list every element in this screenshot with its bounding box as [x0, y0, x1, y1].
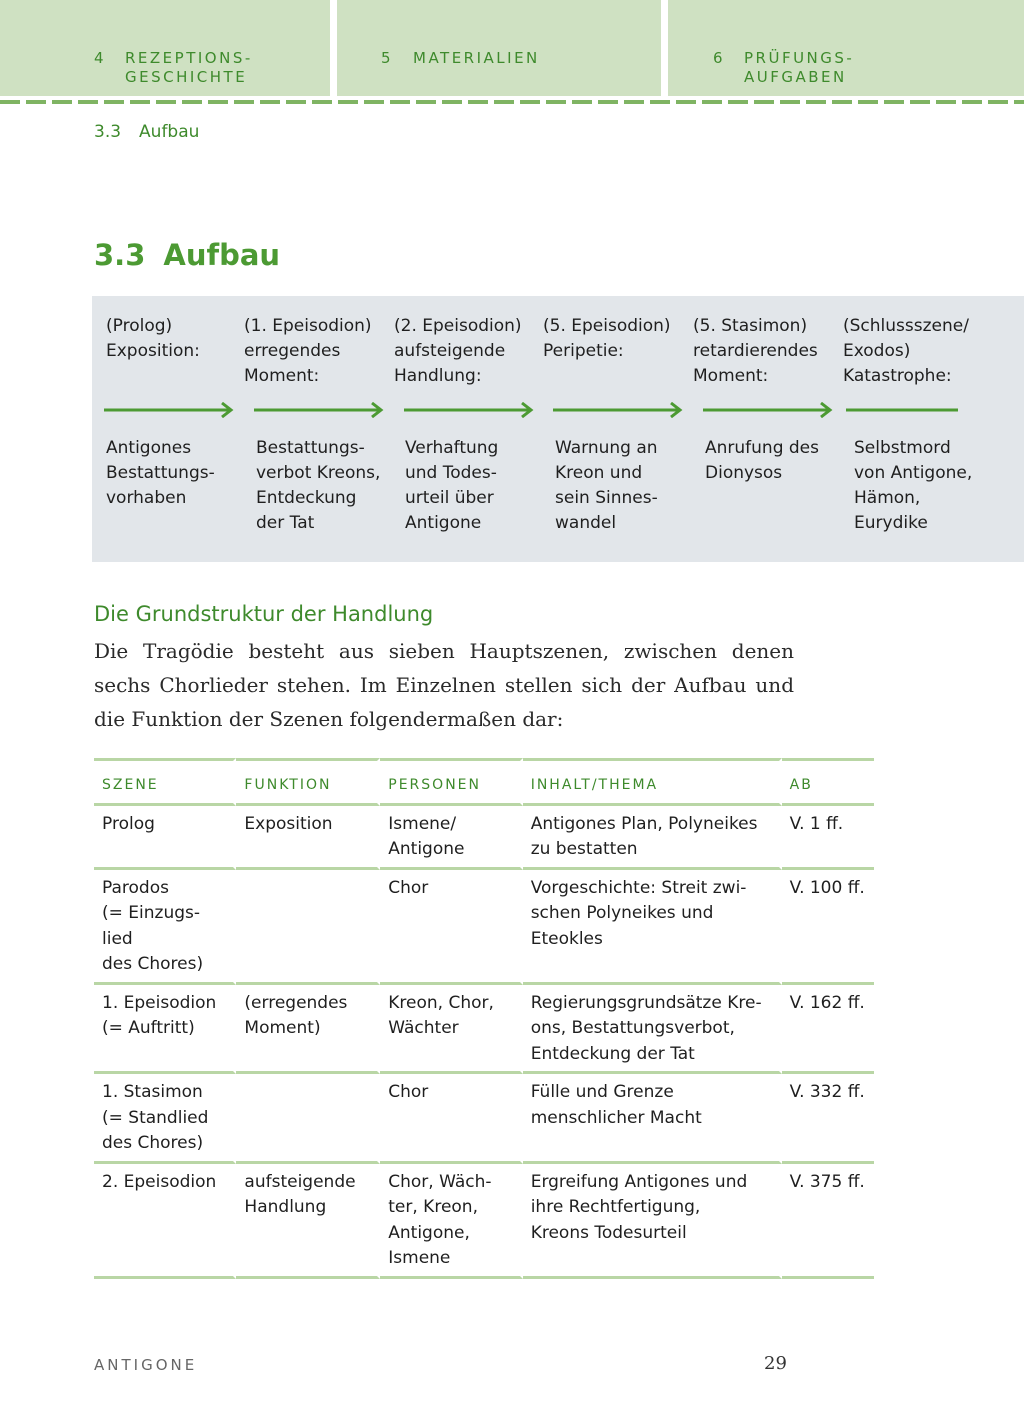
column-header-personen: PERSONEN	[380, 758, 522, 806]
column-header-ab: AB	[782, 758, 874, 806]
cell-szene: 2. Epeisodion	[94, 1164, 236, 1279]
cell-inhalt: Antigones Plan, Polyneikes zu bestatten	[523, 806, 782, 870]
cell-szene: 1. Epeisodion (= Auftritt)	[94, 985, 236, 1075]
cell-personen: Chor, Wäch- ter, Kreon, Antigone, Ismene	[380, 1164, 522, 1279]
page-number: 29	[764, 1353, 787, 1374]
column-header-funktion: FUNKTION	[236, 758, 380, 806]
stage-heading: (Prolog) Exposition:	[106, 316, 200, 361]
cell-personen: Ismene/ Antigone	[380, 806, 522, 870]
table-row	[94, 1164, 874, 1279]
cell-inhalt: Regierungsgrundsätze Kre- ons, Bestattungsverbot, Entdeckung der Tat	[523, 985, 782, 1075]
cell-funktion: aufsteigende Handlung	[236, 1164, 380, 1279]
cell-ab: V. 162 ff.	[782, 985, 874, 1075]
cell-personen: Chor	[380, 870, 522, 985]
scene-structure-table	[94, 758, 874, 1279]
table-row	[94, 985, 874, 1075]
stage-heading: (Schlussszene/ Exodos) Katastrophe:	[843, 316, 969, 386]
cell-szene: Parodos (= Einzugs- lied des Chores)	[94, 870, 236, 985]
section-title	[94, 238, 280, 272]
tab-label: MATERIALIEN	[413, 49, 540, 67]
cell-personen: Chor	[380, 1074, 522, 1164]
intro-paragraph: Die Tragödie besteht aus sieben Hauptszenen, zwischen denen sechs Chorlieder stehen. Im Einzelnen stellen sich der Aufbau und die Funktion der Szenen folgendermaßen dar:	[94, 639, 794, 731]
stage-heading: (5. Epeisodion) Peripetie:	[543, 316, 671, 361]
cell-personen: Kreon, Chor, Wächter	[380, 985, 522, 1075]
arrow-right-icon	[104, 402, 236, 418]
tab-pruefungsaufgaben[interactable]	[668, 0, 1024, 96]
stage-description: Anrufung des Dionysos	[705, 438, 820, 483]
cell-inhalt: Fülle und Grenze menschlicher Macht	[523, 1074, 782, 1164]
cell-ab: V. 1 ff.	[782, 806, 874, 870]
plot-structure-diagram	[92, 296, 1024, 562]
stage-heading: (5. Stasimon) retardierendes Moment:	[693, 316, 818, 386]
cell-ab: V. 100 ff.	[782, 870, 874, 985]
stage-description: Verhaftung und Todes- urteil über Antigone	[405, 438, 499, 533]
breadcrumb	[94, 122, 199, 142]
tab-label: REZEPTIONS- GESCHICHTE	[125, 49, 253, 86]
dashed-divider	[0, 100, 1024, 104]
cell-funktion	[236, 870, 380, 985]
cell-funktion	[236, 1074, 380, 1164]
breadcrumb-label: Aufbau	[139, 122, 200, 142]
cell-funktion: Exposition	[236, 806, 380, 870]
table-row	[94, 806, 874, 870]
stage-heading: (1. Epeisodion) erregendes Moment:	[244, 316, 372, 386]
table-header-row	[94, 758, 874, 806]
tab-rezeptionsgeschichte[interactable]	[0, 0, 330, 96]
section-title-text: Aufbau	[163, 238, 281, 272]
tab-number: 4	[94, 49, 106, 67]
stage-description: Warnung an Kreon und sein Sinnes- wandel	[555, 438, 658, 533]
tab-materialien[interactable]	[337, 0, 661, 96]
tab-label: PRÜFUNGS- AUFGABEN	[744, 49, 855, 86]
cell-ab: V. 375 ff.	[782, 1164, 874, 1279]
stage-description: Antigones Bestattungs- vorhaben	[106, 438, 215, 508]
section-number: 3.3	[94, 238, 146, 272]
column-header-szene: SZENE	[94, 758, 236, 806]
chapter-navigation	[0, 0, 1024, 96]
cell-inhalt: Ergreifung Antigones und ihre Rechtfertigung, Kreons Todesurteil	[523, 1164, 782, 1279]
tab-number: 5	[381, 49, 393, 67]
end-line	[846, 402, 960, 418]
cell-szene: 1. Stasimon (= Standlied des Chores)	[94, 1074, 236, 1164]
cell-inhalt: Vorgeschichte: Streit zwi- schen Polyneikes und Eteokles	[523, 870, 782, 985]
stage-description: Bestattungs- verbot Kreons, Entdeckung der Tat	[256, 438, 381, 533]
stage-description: Selbstmord von Antigone, Hämon, Eurydike	[854, 438, 973, 533]
subheading: Die Grundstruktur der Handlung	[94, 602, 434, 626]
footer-book-title: ANTIGONE	[94, 1356, 198, 1374]
arrow-right-icon	[254, 402, 386, 418]
table-row	[94, 870, 874, 985]
arrow-right-icon	[404, 402, 536, 418]
arrow-right-icon	[553, 402, 685, 418]
tab-number: 6	[713, 49, 725, 67]
table-row	[94, 1074, 874, 1164]
arrow-right-icon	[703, 402, 835, 418]
cell-szene: Prolog	[94, 806, 236, 870]
breadcrumb-number: 3.3	[94, 122, 122, 142]
column-header-inhalt: INHALT/THEMA	[523, 758, 782, 806]
cell-funktion: (erregendes Moment)	[236, 985, 380, 1075]
stage-heading: (2. Epeisodion) aufsteigende Handlung:	[394, 316, 522, 386]
cell-ab: V. 332 ff.	[782, 1074, 874, 1164]
